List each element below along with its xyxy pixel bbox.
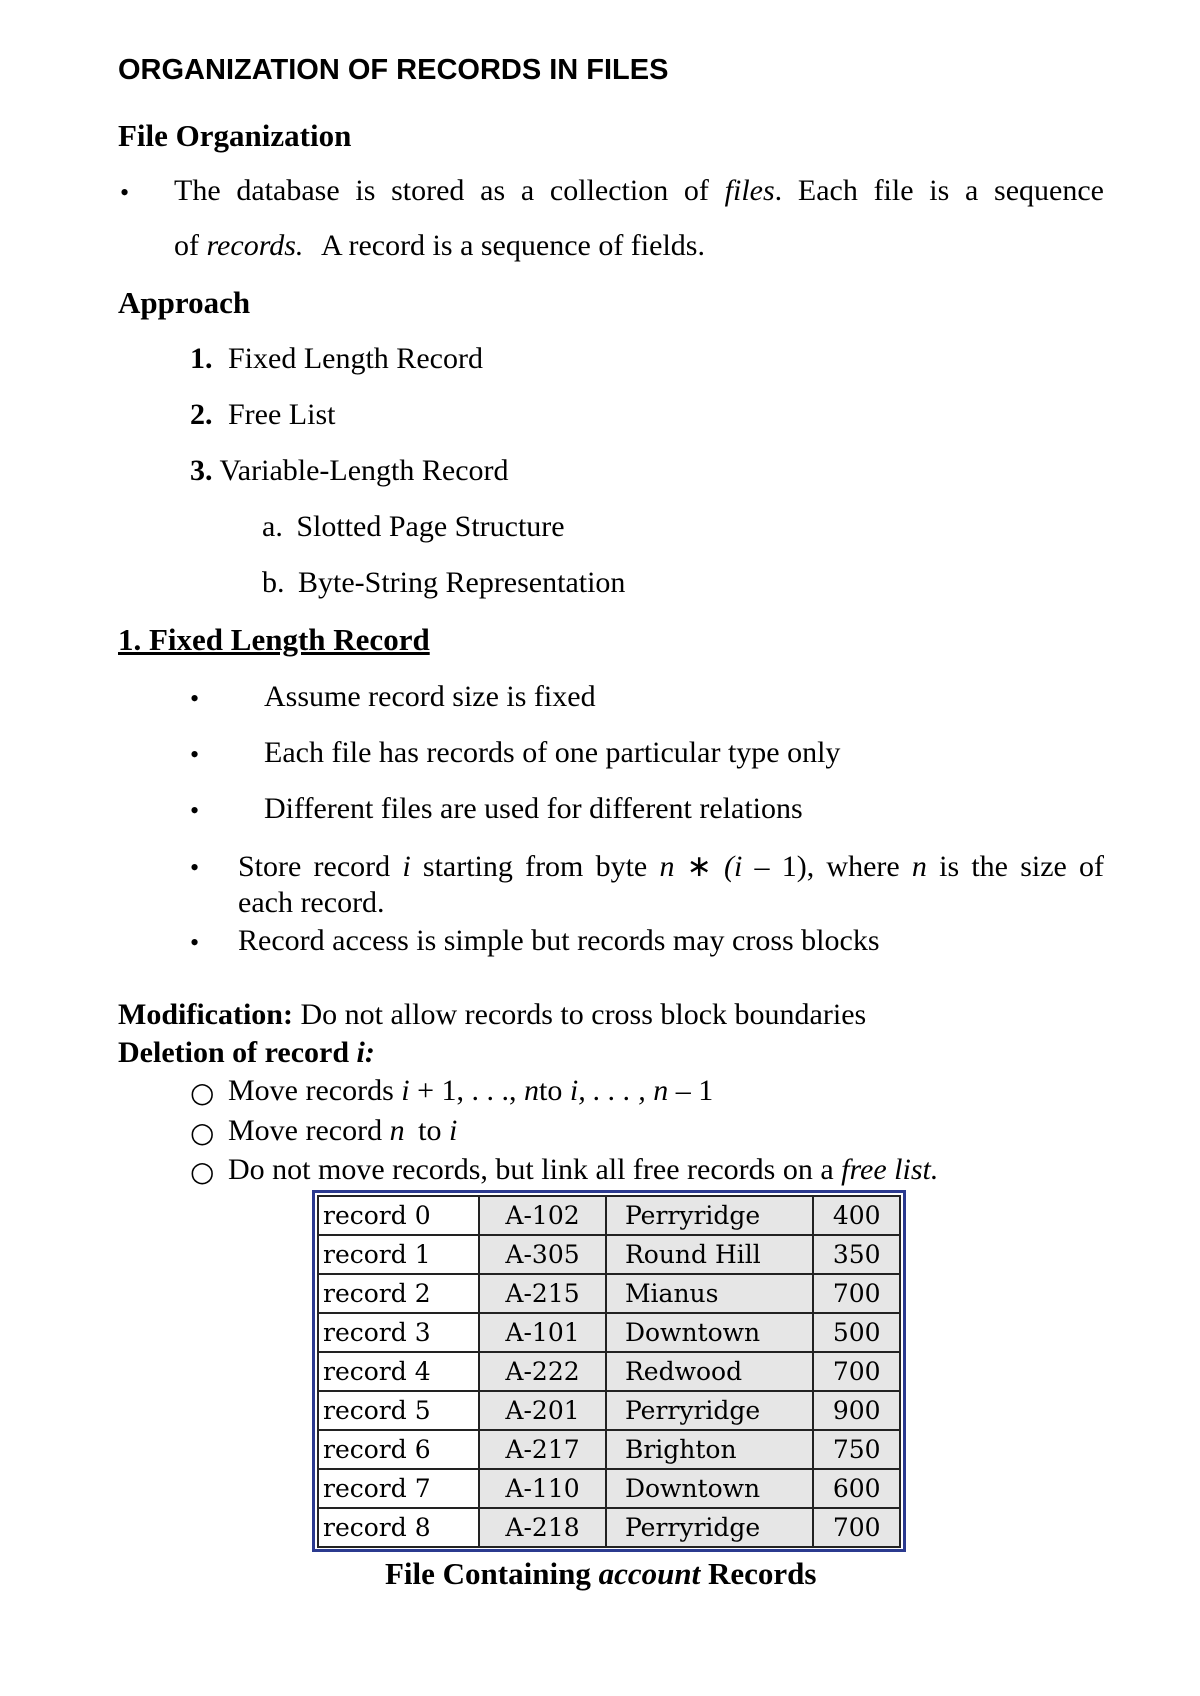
deletion-option-3 <box>228 1153 938 1187</box>
table-row <box>318 1508 900 1547</box>
deletion-label: Deletion of record <box>118 1036 350 1069</box>
text: Move records <box>228 1074 394 1107</box>
modification-label: Modification: <box>118 998 293 1031</box>
modification-text: Do not allow records to cross block boundaries <box>300 998 867 1031</box>
record-label-cell: record 3 <box>318 1313 479 1352</box>
branch-name-cell: Round Hill <box>606 1235 813 1274</box>
fixed-bullet-store-line-1 <box>238 849 1104 884</box>
branch-name-cell: Downtown <box>606 1469 813 1508</box>
branch-name-cell: Perryridge <box>606 1508 813 1547</box>
approach-subitem-a <box>262 510 565 544</box>
emphasis-account: account <box>598 1556 701 1591</box>
emphasis-free-list: free list. <box>841 1153 939 1186</box>
var-n: n <box>653 1074 669 1107</box>
var-i: i <box>448 1114 458 1147</box>
text: ∗ <box>686 850 712 883</box>
text: to <box>539 1074 563 1107</box>
fixed-bullet-store-line-2: each record. <box>238 886 385 919</box>
approach-item-3 <box>190 454 509 488</box>
table-row <box>318 1469 900 1508</box>
text: Move record <box>228 1114 383 1147</box>
account-number-cell: A-215 <box>479 1274 606 1313</box>
branch-name-cell: Brighton <box>606 1430 813 1469</box>
table-caption <box>385 1556 816 1592</box>
table-row <box>318 1313 900 1352</box>
file-org-line-1 <box>174 174 1104 208</box>
text: Records <box>707 1556 817 1591</box>
var-i: i <box>402 850 411 883</box>
item-text: Byte-String Representation <box>298 566 626 599</box>
branch-name-cell: Redwood <box>606 1352 813 1391</box>
deletion-option-1 <box>228 1074 713 1108</box>
var-i: i, <box>569 1074 586 1107</box>
approach-item-1 <box>190 342 483 376</box>
bullet-icon: • <box>190 740 200 769</box>
text: is the size of <box>939 850 1105 883</box>
account-records-table <box>317 1195 901 1548</box>
item-number: a. <box>262 510 283 543</box>
text: . Each file is a sequence <box>774 174 1104 207</box>
table-body <box>318 1196 900 1547</box>
text: + 1, . . ., <box>417 1074 517 1107</box>
balance-cell: 350 <box>813 1235 900 1274</box>
emphasis-files: files <box>724 174 775 207</box>
account-number-cell: A-222 <box>479 1352 606 1391</box>
table-row <box>318 1430 900 1469</box>
item-text: Variable-Length Record <box>219 454 509 487</box>
approach-heading: Approach <box>118 285 251 320</box>
balance-cell: 700 <box>813 1352 900 1391</box>
item-number: 2. <box>190 398 213 431</box>
branch-name-cell: Mianus <box>606 1274 813 1313</box>
var-n: n <box>524 1074 540 1107</box>
bullet-icon: • <box>190 853 200 882</box>
text: Store record <box>238 850 391 883</box>
balance-cell: 600 <box>813 1469 900 1508</box>
circle-bullet-icon: ○ <box>190 1076 215 1109</box>
deletion-option-2 <box>228 1114 457 1148</box>
account-number-cell: A-201 <box>479 1391 606 1430</box>
file-organization-heading: File Organization <box>118 118 352 153</box>
page-title: ORGANIZATION OF RECORDS IN FILES <box>118 54 669 86</box>
fixed-bullet-3: Different files are used for different relations <box>264 792 803 825</box>
text: of <box>174 229 199 262</box>
table-row <box>318 1235 900 1274</box>
account-number-cell: A-102 <box>479 1196 606 1235</box>
record-label-cell: record 2 <box>318 1274 479 1313</box>
ellipsis: . . . , <box>593 1074 646 1107</box>
record-label-cell: record 8 <box>318 1508 479 1547</box>
item-number: 3. <box>190 454 213 487</box>
deletion-heading <box>118 1036 375 1070</box>
approach-item-2 <box>190 398 335 432</box>
record-label-cell: record 1 <box>318 1235 479 1274</box>
branch-name-cell: Downtown <box>606 1313 813 1352</box>
var-i: i: <box>356 1036 375 1069</box>
account-number-cell: A-110 <box>479 1469 606 1508</box>
item-text: Fixed Length Record <box>228 342 483 375</box>
approach-subitem-b <box>262 566 625 600</box>
var-i: (i <box>724 850 743 883</box>
bullet-icon: • <box>120 178 130 207</box>
record-label-cell: record 4 <box>318 1352 479 1391</box>
branch-name-cell: Perryridge <box>606 1196 813 1235</box>
record-label-cell: record 6 <box>318 1430 479 1469</box>
var-i: i <box>401 1074 410 1107</box>
text: – 1 <box>675 1074 714 1107</box>
item-number: 1. <box>190 342 213 375</box>
fixed-bullet-2: Each file has records of one particular type only <box>264 736 841 769</box>
text: – 1), where <box>754 850 900 883</box>
item-number: b. <box>262 566 285 599</box>
item-text: Free List <box>228 398 336 431</box>
account-number-cell: A-218 <box>479 1508 606 1547</box>
table-row <box>318 1196 900 1235</box>
record-label-cell: record 5 <box>318 1391 479 1430</box>
bullet-icon: • <box>190 684 200 713</box>
account-number-cell: A-217 <box>479 1430 606 1469</box>
table-row <box>318 1391 900 1430</box>
circle-bullet-icon: ○ <box>190 1155 215 1188</box>
balance-cell: 700 <box>813 1274 900 1313</box>
item-text: Slotted Page Structure <box>296 510 565 543</box>
table-row <box>318 1352 900 1391</box>
text: File Containing <box>385 1556 591 1591</box>
record-label-cell: record 0 <box>318 1196 479 1235</box>
bullet-icon: • <box>190 928 200 957</box>
balance-cell: 400 <box>813 1196 900 1235</box>
balance-cell: 900 <box>813 1391 900 1430</box>
account-records-table-frame <box>312 1190 906 1552</box>
table-row <box>318 1274 900 1313</box>
text: to <box>418 1114 442 1147</box>
text: starting from byte <box>422 850 648 883</box>
fixed-bullet-access: Record access is simple but records may cross blocks <box>238 924 880 957</box>
fixed-length-heading: 1. Fixed Length Record <box>118 622 430 657</box>
balance-cell: 700 <box>813 1508 900 1547</box>
emphasis-records: records. <box>206 229 304 262</box>
fixed-bullet-1: Assume record size is fixed <box>264 680 596 713</box>
balance-cell: 500 <box>813 1313 900 1352</box>
record-label-cell: record 7 <box>318 1469 479 1508</box>
var-n: n <box>389 1114 405 1147</box>
text: A record is a sequence of fields. <box>320 229 705 262</box>
modification-line <box>118 998 866 1032</box>
file-org-line-2 <box>174 229 705 263</box>
branch-name-cell: Perryridge <box>606 1391 813 1430</box>
var-n: n <box>659 850 675 883</box>
balance-cell: 750 <box>813 1430 900 1469</box>
account-number-cell: A-305 <box>479 1235 606 1274</box>
bullet-icon: • <box>190 796 200 825</box>
circle-bullet-icon: ○ <box>190 1116 215 1149</box>
text: The database is stored as a collection of <box>174 174 709 207</box>
text: Do not move records, but link all free records on a <box>228 1153 834 1186</box>
var-n: n <box>911 850 927 883</box>
account-number-cell: A-101 <box>479 1313 606 1352</box>
